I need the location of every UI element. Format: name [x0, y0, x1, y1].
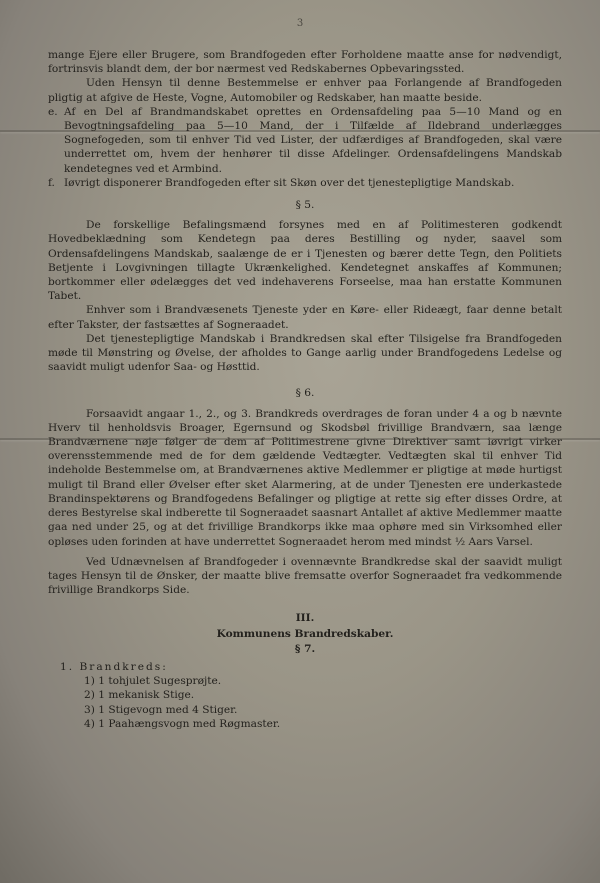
section-heading-5: § 5. [295, 199, 315, 212]
item-text: Af en Del af Brandmandskabet oprettes en Ordensafdeling paa 5—10 Mand og en Bevogtningsafdeling paa 5—10 Mand, der i Tilfælde af Ildebrand underlægges Sognefogeden, som til enhver Tid ved Lister, der udfærdiges af Brandfogeden, skal være underrettet om, hvem der henhører til disse Afdelinger. Ordensafdelingens Mandskab kendetegnes ved et Armbind. [64, 105, 562, 175]
document-body [48, 48, 562, 731]
section-heading-7: § 7. [294, 642, 316, 655]
section-heading-6: § 6. [295, 387, 315, 400]
list-item-f [48, 176, 562, 190]
paragraph: Forsaavidt angaar 1., 2., og 3. Brandkreds overdrages de foran under 4 a og b nævnte Hverv til henholdsvis Broager, Egernsund og Skodsbøl frivillige Brandværn, saa længe Brandværnene nøje følger de dem af Politimestrene givne Direktiver samt iøvrigt virker overensstemmende med de for dem gældende Vedtægter. Vedtægten skal til enhver Tid indeholde Bestemmelse om, at Brandværnenes aktive Medlemmer er pligtige at møde hurtigst muligt til Brand eller Øvelser efter sket Alarmering, at de under Tjenesten ere underkastede Brandinspektørens og Brandfogedens Befalinger og pligtige at rette sig efter disses Ordre, at deres Bestyrelse skal indberette til Sogneraadet saasnart Antallet af aktive Medlemmer maatte gaa ned under 25, og at det frivillige Brandkorps ikke maa ophøre med sin Virksomhed eller opløses uden forinden at have underrettet Sogneraadet herom med mindst ½ Aars Varsel. [48, 407, 562, 548]
list-item: 4) 1 Paahængsvogn med Røgmaster. [84, 717, 281, 730]
list-item: 3) 1 Stigevogn med 4 Stiger. [84, 703, 238, 716]
paragraph: Det tjenestepligtige Mandskab i Brandkredsen skal efter Tilsigelse fra Brandfogeden møde til Mønstring og Øvelse, der afholdes to Gange aarlig under Brandfogedens Ledelse og saavidt muligt udenfor Saa- og Høsttid. [48, 332, 562, 374]
list-item-e [48, 105, 562, 176]
district-title: 1. Brandkreds: [60, 660, 168, 673]
item-mark: f. [48, 176, 55, 189]
paragraph: Enhver som i Brandvæsenets Tjeneste yder en Køre- eller Rideægt, faar denne betalt efter Takster, der fastsættes af Sogneraadet. [48, 304, 562, 331]
district-block [60, 660, 562, 731]
item-mark: e. [48, 105, 58, 118]
page-number: 3 [296, 18, 304, 29]
paragraph: De forskellige Befalingsmænd forsynes med en af Politimesteren godkendt Hovedbeklædning som Kendetegn paa deres Bestilling og nyder, saavel som Ordensafdelingens Mandskab, saalænge de er i Tjenesten og bærer dette Tegn, den Politiets Betjente i Lovgivningen tillagte Ukrænkelighed. Kendetegnet anskaffes af Kommunen; bortkommer eller ødelægges det ved indehaverens Forseelse, maa han erstatte Kommunen Tabet. [48, 219, 562, 303]
paragraph: Uden Hensyn til denne Bestemmelse er enhver paa Forlangende af Brandfogeden pligtig at afgive de Heste, Vogne, Automobiler og Redskaber, han maatte beside. [48, 77, 562, 104]
list-item: 2) 1 mekanisk Stige. [84, 689, 195, 702]
part-title: Kommunens Brandredskaber. [216, 627, 394, 640]
paragraph: Ved Udnævnelsen af Brandfogeder i ovennævnte Brandkredse skal der saavidt muligt tages Hensyn til de Ønsker, der maatte blive fremsatte overfor Sogneraadet fra vedkommende frivillige Brandkorps Side. [48, 555, 562, 597]
list-item: 1) 1 tohjulet Sugesprøjte. [84, 675, 222, 688]
paragraph: mange Ejere eller Brugere, som Brandfogeden efter Forholdene maatte anse for nødvendigt, fortrinsvis blandt dem, der bor nærmest ved Redskabernes Opbevaringssted. [48, 49, 562, 76]
item-text: Iøvrigt disponerer Brandfogeden efter sit Skøn over det tjenestepligtige Mandskab. [64, 176, 515, 189]
equipment-list [60, 674, 562, 731]
part-number: III. [295, 612, 315, 625]
